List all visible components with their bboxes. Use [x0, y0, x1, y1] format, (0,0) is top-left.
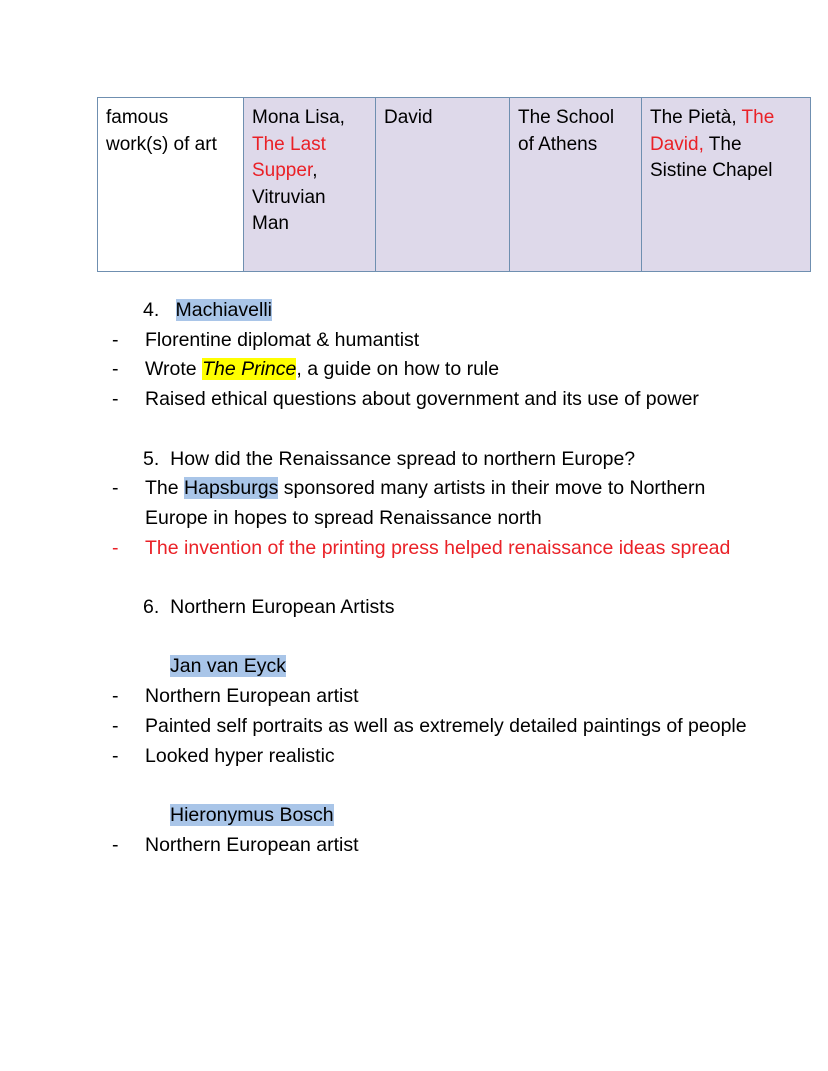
- bullet-dash: -: [112, 833, 119, 856]
- section-spacer: [0, 563, 828, 593]
- cell-text-segment-red: The David,: [650, 107, 775, 155]
- section-spacer: [0, 771, 828, 801]
- bullet-text: Florentine diplomat & humantist: [145, 328, 420, 351]
- artist-heading-hieronymus-bosch: [0, 801, 828, 831]
- section-6-title: Northern European Artists: [170, 596, 395, 618]
- machiavelli-bullet-2: [0, 355, 828, 385]
- section-6-heading: [0, 593, 828, 623]
- bullet-dash: -: [112, 358, 119, 381]
- notes-body: [0, 296, 828, 860]
- cell-text-segment: David: [384, 107, 433, 128]
- famous-works-table: [97, 97, 775, 272]
- van-eyck-bullet-3: [0, 742, 828, 772]
- table-cell-leonardo-works: [244, 98, 376, 272]
- table-cell-raphael-works: [510, 98, 642, 272]
- bullet-text-post: , a guide on how to rule: [296, 358, 500, 381]
- artist-name-label: Jan van Eyck: [170, 655, 286, 678]
- bullet-text: The invention of the printing press helped renaissance ideas spread: [145, 536, 731, 559]
- term-hapsburgs: Hapsburgs: [184, 477, 279, 500]
- bosch-bullet-1: [0, 831, 828, 861]
- bullet-dash: -: [112, 388, 119, 411]
- bullet-dash: -: [112, 328, 119, 351]
- art-table: [97, 97, 811, 272]
- cell-text-segment-red: The Last Supper: [252, 133, 326, 181]
- bullet-text: Looked hyper realistic: [145, 744, 335, 767]
- cell-text-segment: Mona Lisa,: [252, 107, 345, 128]
- table-cell-donatello-works: [376, 98, 510, 272]
- artist-heading-jan-van-eyck: [0, 652, 828, 682]
- spread-bullet-1: [0, 474, 828, 533]
- bullet-text-post: sponsored many artists in their move to Northern Europe in hopes to spread Renaissance north: [145, 477, 706, 529]
- section-4-number: 4.: [143, 299, 160, 321]
- table-row: [98, 98, 811, 272]
- machiavelli-bullet-1: [0, 326, 828, 356]
- book-title-the-prince: The Prince: [202, 358, 297, 381]
- machiavelli-bullet-3: [0, 385, 828, 415]
- spread-bullet-2: [0, 534, 828, 564]
- cell-text-segment: The Sistine Chapel: [650, 133, 773, 181]
- bullet-text: Raised ethical questions about government and its use of power: [145, 388, 699, 411]
- section-4-title: Machiavelli: [175, 299, 272, 321]
- bullet-dash: -: [112, 685, 119, 708]
- van-eyck-bullet-2: [0, 712, 828, 742]
- section-4-heading: [0, 296, 828, 326]
- table-cell-row-label: famous work(s) of art: [98, 98, 244, 272]
- bullet-text: Painted self portraits as well as extremely detailed paintings of people: [145, 714, 747, 737]
- bullet-dash: -: [112, 536, 119, 559]
- section-spacer: [0, 623, 828, 653]
- section-5-title: How did the Renaissance spread to northern Europe?: [170, 447, 636, 470]
- bullet-text: Northern European artist: [145, 833, 359, 856]
- bullet-dash: -: [112, 477, 119, 500]
- bullet-text-pre: The: [145, 477, 185, 500]
- van-eyck-bullet-1: [0, 682, 828, 712]
- section-5-number: 5.: [143, 447, 160, 470]
- section-6-number: 6.: [143, 596, 160, 618]
- cell-text-segment: The Pietà,: [650, 107, 742, 128]
- artist-name-label: Hieronymus Bosch: [170, 803, 334, 826]
- section-5-heading: [0, 445, 828, 475]
- section-spacer: [0, 415, 828, 445]
- table-cell-michelangelo-works: [642, 98, 811, 272]
- cell-text-segment: , Vitruvian Man: [252, 160, 326, 234]
- cell-text-segment: The School of Athens: [518, 107, 615, 155]
- bullet-dash: -: [112, 744, 119, 767]
- bullet-text: Northern European artist: [145, 685, 359, 708]
- bullet-text-pre: Wrote: [145, 358, 203, 381]
- bullet-dash: -: [112, 714, 119, 737]
